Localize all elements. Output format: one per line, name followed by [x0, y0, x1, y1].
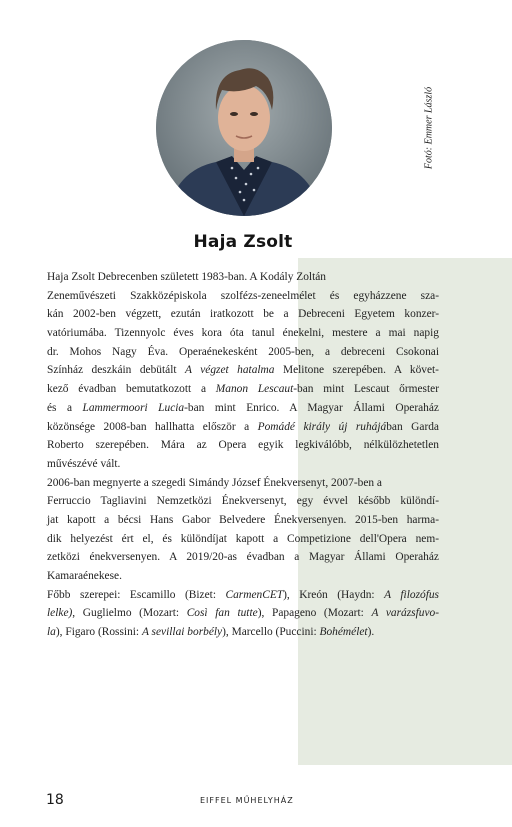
bio-line	[47, 380, 439, 399]
text-run: közönsége 2008-ban hallhatta először a	[47, 420, 258, 433]
text-run: ).	[367, 626, 375, 639]
text-run: és a	[47, 401, 83, 414]
bio-line	[47, 492, 439, 511]
italic-title: Bohémélet	[319, 626, 368, 639]
text-run: Zeneművészeti Szakközépiskola szolfézs-zeneelmélet és egyházzene sza-	[47, 289, 439, 302]
bio-line	[47, 436, 439, 455]
bio-line	[47, 586, 439, 605]
text-run: Ferruccio Tagliavini Nemzetközi Énekversenyt, egy évvel később különdí-	[47, 495, 439, 508]
italic-title: Così fan tutte	[186, 607, 258, 620]
bio-line	[47, 268, 439, 287]
italic-title: lelke)	[47, 607, 73, 620]
text-run: vatóriumába. Tizennyolc éves kora óta tanul énekelni, mestere a mai napig	[47, 327, 439, 340]
italic-title: Lammermoori Lucia	[82, 401, 185, 414]
page-title: Haja Zsolt	[193, 232, 293, 252]
bio-line	[47, 361, 439, 380]
text-run: ban Garda	[386, 420, 439, 433]
text-run: művészévé vált.	[47, 457, 121, 470]
biography-text	[47, 268, 439, 642]
bio-line	[47, 530, 439, 549]
text-run: dik helyezést ért el, és különdíjat kapott a Competizione dell'Opera nem-	[47, 532, 439, 545]
bio-line	[47, 567, 439, 586]
publisher-name: EIFFEL MŰHELYHÁZ	[200, 796, 294, 805]
italic-title: A varázsfuvo-	[371, 607, 440, 620]
text-run: ), Marcello (Puccini:	[222, 626, 320, 639]
text-run: ), Papageno (Mozart:	[257, 607, 372, 620]
italic-title: CarmenCET	[225, 588, 284, 601]
bio-line	[47, 455, 439, 474]
bio-line	[47, 511, 439, 530]
text-run: ), Figaro (Rossini:	[55, 626, 142, 639]
bio-line	[47, 548, 439, 567]
bio-line	[47, 474, 439, 493]
bio-line	[47, 399, 439, 418]
text-run: kán 2002-ben végzett, ezután iratkozott be a Debreceni Egyetem konzer-	[47, 308, 439, 321]
text-run: jat kapott a bécsi Hans Gabor Belvedere Énekversenyen. 2015-ben harma-	[47, 513, 439, 526]
text-run: Roberto szerepében. Mára az Opera egyik legkiválóbb, nélkülözhetetlen	[47, 439, 439, 452]
text-run: Színház deszkáin debütált	[47, 364, 185, 377]
bio-line	[47, 418, 439, 437]
italic-title: A sevillai borbély	[141, 626, 223, 639]
text-run: -ban mint Lescaut őrmester	[293, 383, 439, 396]
bio-line	[47, 604, 439, 623]
photo-credit: Fotó: Emmer László	[423, 86, 435, 170]
italic-title: Manon Lescaut	[215, 383, 294, 396]
italic-title: Pomádé király új ruhájá	[257, 420, 387, 433]
bio-line	[47, 343, 439, 362]
text-run: kező évadban bemutatkozott a	[47, 383, 216, 396]
portrait-photo	[156, 40, 332, 216]
bio-line	[47, 623, 439, 642]
bio-line	[47, 324, 439, 343]
text-run: Kamaraénekese.	[47, 570, 122, 582]
text-run: dr. Mohos Nagy Éva. Operaénekesként 2005-ben, a debreceni Csokonai	[47, 345, 439, 358]
bio-line	[47, 305, 439, 324]
bio-line	[47, 287, 439, 306]
italic-title: la	[47, 626, 56, 639]
text-run: Haja Zsolt Debrecenben született 1983-ban. A Kodály Zoltán	[47, 271, 326, 283]
text-run: Főbb szerepei: Escamillo (Bizet:	[47, 588, 226, 601]
text-run: 2006-ban megnyerte a szegedi Simándy József Énekversenyt, 2007-ben a	[47, 476, 382, 489]
text-run: zetközi énekversenyen. A 2019/20-as évadban a Magyar Állami Operaház	[47, 551, 439, 564]
text-run: -ban mint Enrico. A Magyar Állami Operaház	[184, 401, 439, 414]
italic-title: A filozófus	[384, 588, 439, 601]
text-run: , Guglielmo (Mozart:	[72, 607, 187, 620]
text-run: ), Kreón (Haydn:	[283, 588, 385, 601]
page-number: 18	[46, 792, 64, 808]
italic-title: A végzet hatalma	[185, 364, 275, 377]
text-run: Melitone szerepében. A követ-	[274, 364, 439, 377]
